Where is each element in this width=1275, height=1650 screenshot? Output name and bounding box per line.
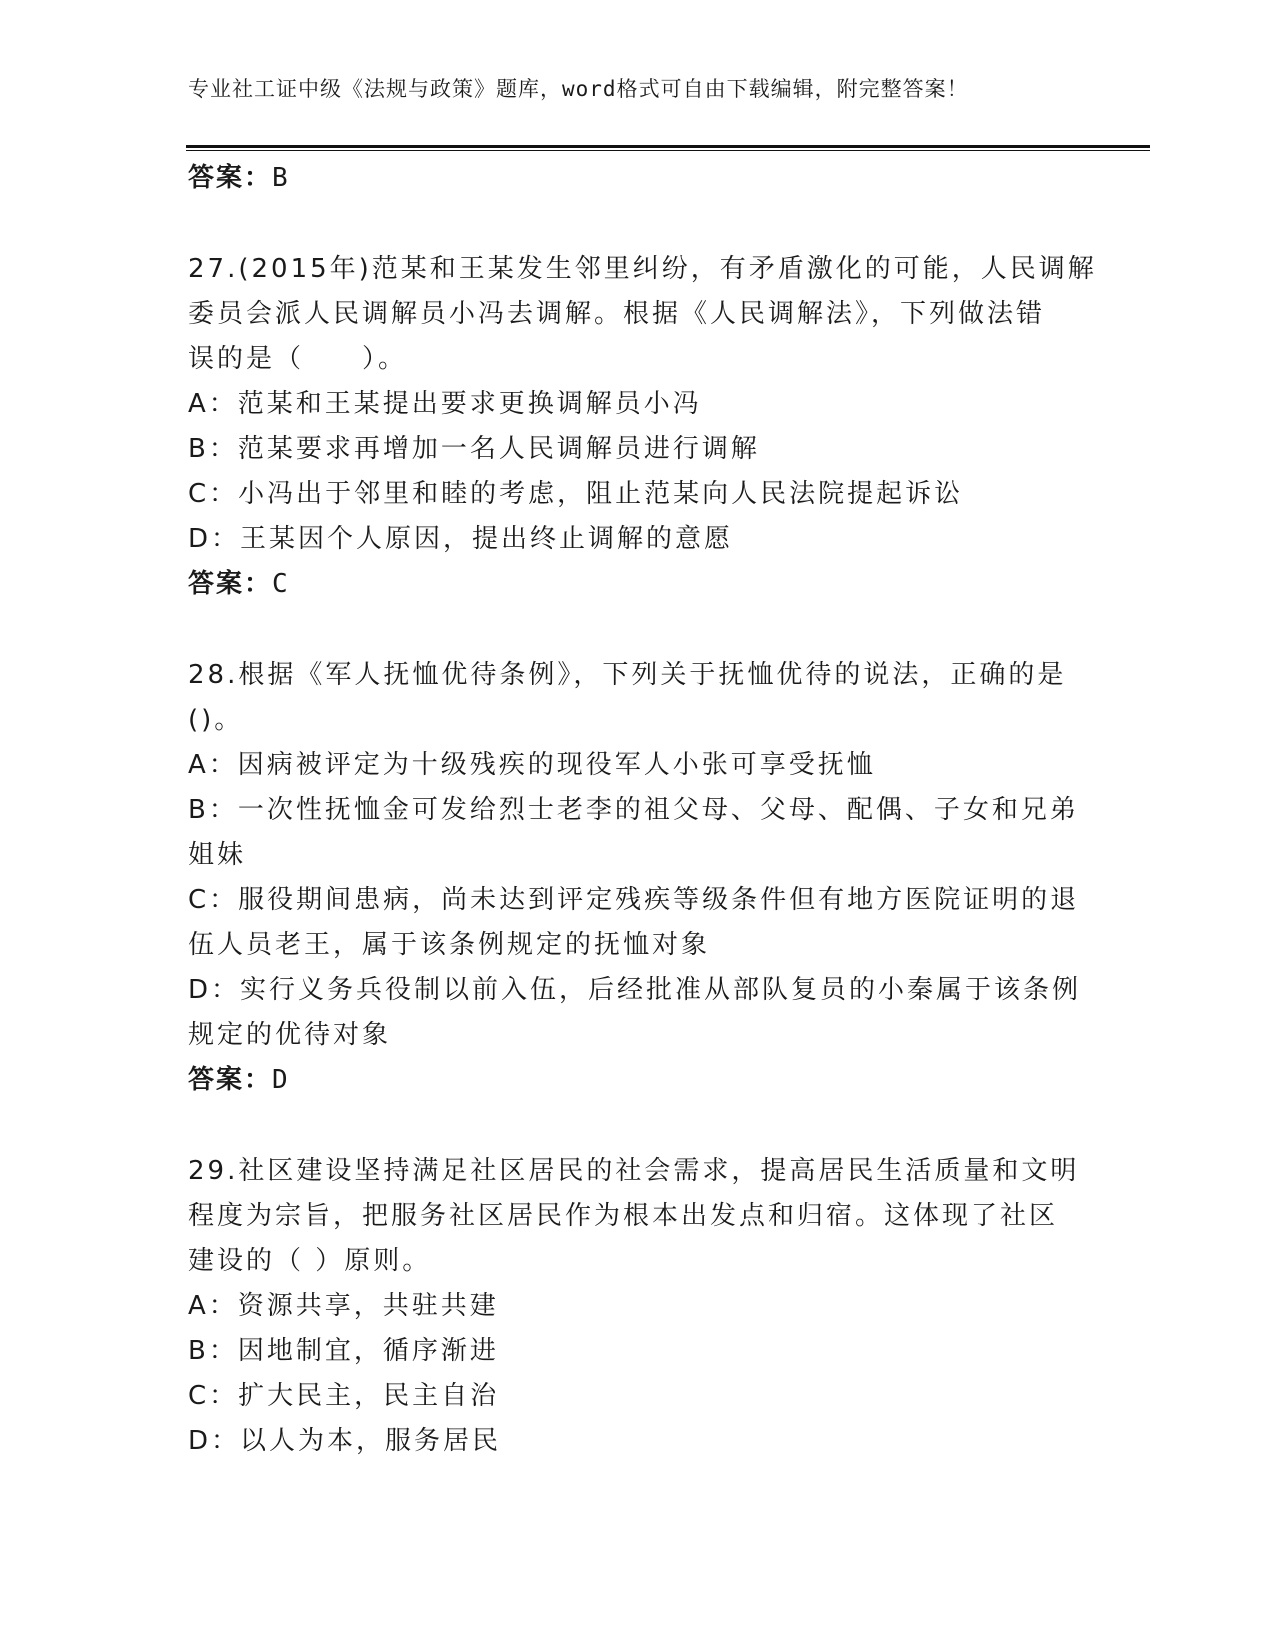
option-d: D：实行义务兵役制以前入伍，后经批准从部队复员的小秦属于该条例 [188, 975, 1082, 1005]
question-text-line: ()。 [188, 705, 244, 735]
answer-value: D [272, 1065, 290, 1095]
option-d: D：以人为本，服务居民 [188, 1426, 502, 1456]
answer-label: 答案： [188, 569, 273, 599]
question-text-line: 29.社区建设坚持满足社区居民的社会需求，提高居民生活质量和文明 [188, 1156, 1080, 1186]
answer-value: C [272, 569, 290, 599]
question-text-line: 28.根据《军人抚恤优待条例》，下列关于抚恤优待的说法，正确的是 [188, 660, 1067, 690]
header-divider-thin [186, 150, 1150, 151]
option-a: A：资源共享，共驻共建 [188, 1291, 499, 1321]
option-b: B：范某要求再增加一名人民调解员进行调解 [188, 434, 760, 464]
answer-line [188, 156, 1088, 201]
option-c: C：小冯出于邻里和睦的考虑，阻止范某向人民法院提起诉讼 [188, 479, 964, 509]
answer-label: 答案： [188, 163, 273, 193]
option-c: C：扩大民主，民主自治 [188, 1381, 500, 1411]
question-text-line: 建设的（ ）原则。 [188, 1246, 432, 1276]
option-d-continued: 规定的优待对象 [188, 1020, 392, 1050]
question-block [188, 1149, 1088, 1464]
question-text-line: 27.(2015年)范某和王某发生邻里纠纷，有矛盾激化的可能，人民调解 [188, 254, 1097, 284]
option-b-continued: 姐妹 [188, 840, 247, 870]
option-c: C：服役期间患病，尚未达到评定残疾等级条件但有地方医院证明的退 [188, 885, 1080, 915]
question-text-line: 程度为宗旨，把服务社区居民作为根本出发点和归宿。这体现了社区 [188, 1201, 1059, 1231]
header-divider [186, 145, 1150, 148]
answer-value: B [272, 163, 290, 193]
option-b: B：一次性抚恤金可发给烈士老李的祖父母、父母、配偶、子女和兄弟 [188, 795, 1079, 825]
spacer [188, 607, 1088, 653]
option-b: B：因地制宜，循序渐进 [188, 1336, 499, 1366]
option-a: A：范某和王某提出要求更换调解员小冯 [188, 389, 702, 419]
page-header: 专业社工证中级《法规与政策》题库，word格式可自由下载编辑，附完整答案！ [188, 77, 969, 101]
document-body [188, 156, 1097, 1464]
question-text-line: 委员会派人民调解员小冯去调解。根据《人民调解法》，下列做法错 [188, 299, 1046, 329]
spacer [188, 1103, 1088, 1149]
option-a: A：因病被评定为十级残疾的现役军人小张可享受抚恤 [188, 750, 876, 780]
question-block [188, 653, 1088, 1103]
question-block [188, 247, 1097, 607]
answer-line [188, 1058, 1088, 1103]
question-text-line: 误的是（ ）。 [188, 344, 408, 374]
answer-label: 答案： [188, 1065, 273, 1095]
spacer [188, 201, 1088, 247]
option-c-continued: 伍人员老王，属于该条例规定的抚恤对象 [188, 930, 711, 960]
answer-line [188, 562, 1088, 607]
option-d: D：王某因个人原因，提出终止调解的意愿 [188, 524, 734, 554]
